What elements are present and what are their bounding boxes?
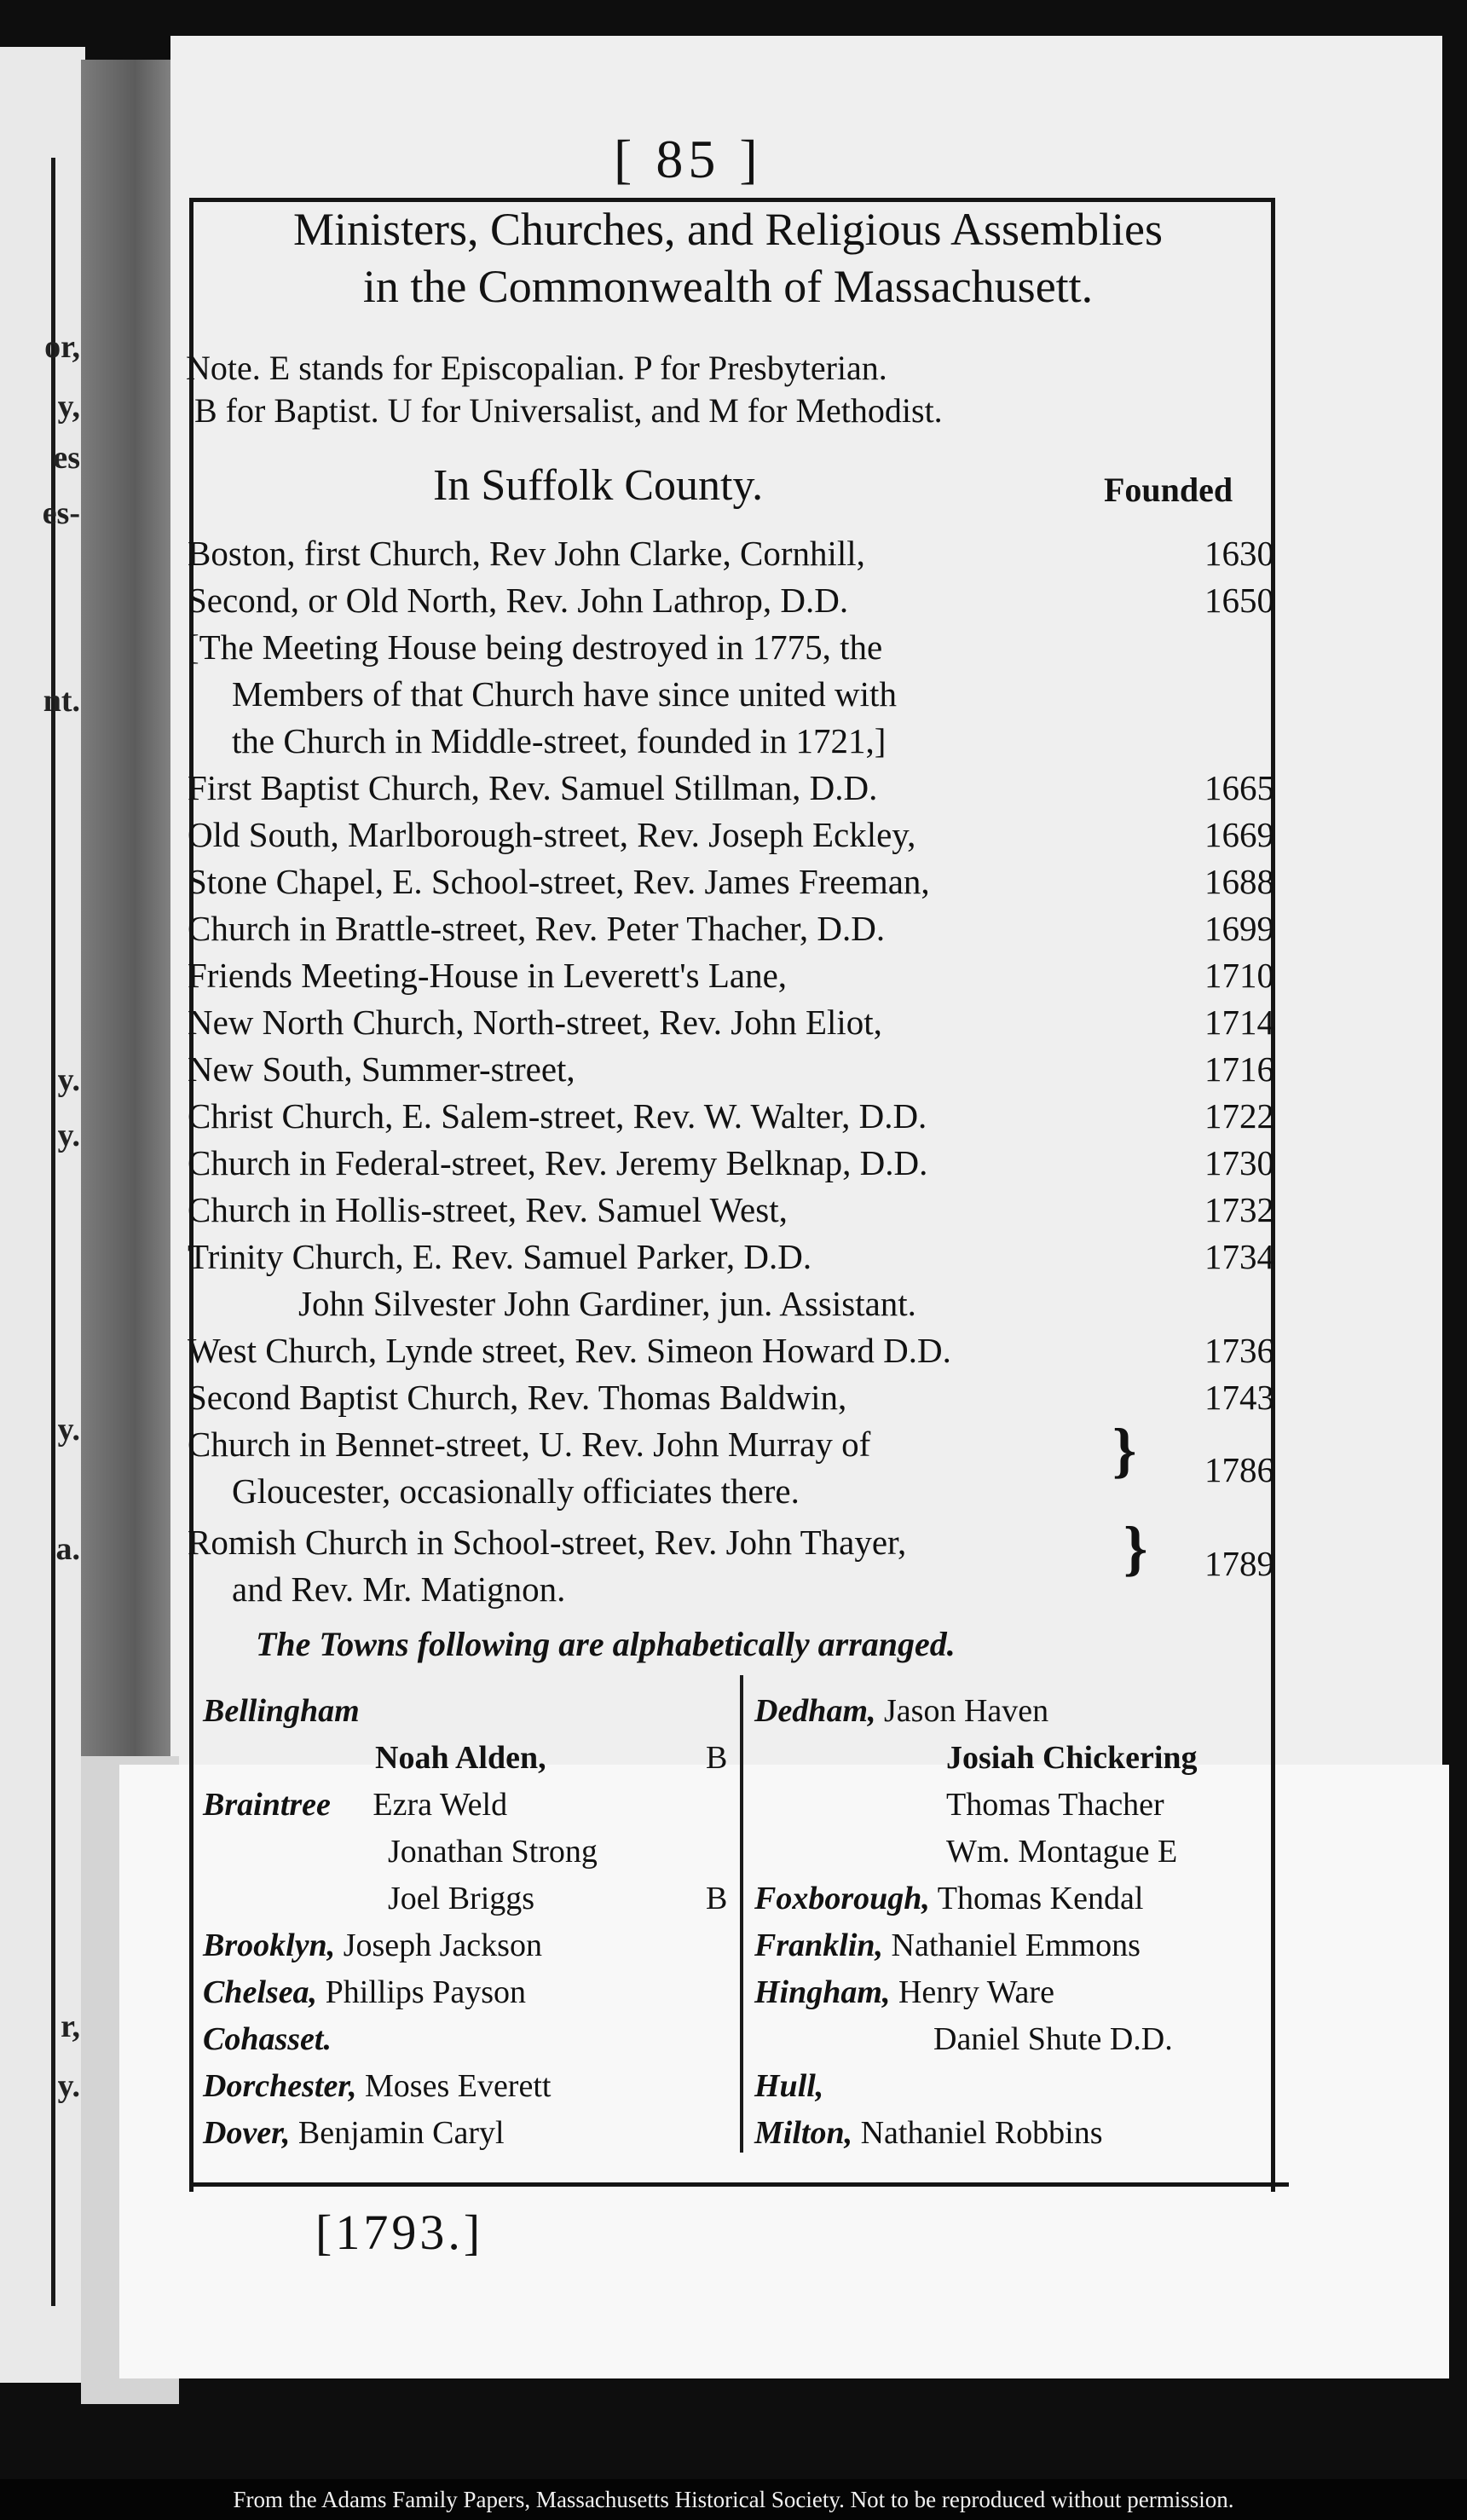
town-entry [933,2020,1173,2058]
founded-year: 1710 [1204,956,1274,995]
church-text: Friends Meeting-House in Leverett's Lane, [188,956,788,995]
town-entry [388,1880,534,1917]
church-text: [The Meeting House being destroyed in 1775, the [188,627,883,667]
facing-page-fragment: y. [57,2068,80,2104]
church-entry [188,1002,1274,1049]
minister-name: Jason Haven [884,1693,1049,1729]
page-number: [ 85 ] [614,129,763,189]
church-text: Trinity Church, E. Rev. Samuel Parker, D.D. [188,1237,812,1276]
minister-name: Wm. Montague E [946,1834,1178,1870]
church-note [188,673,1274,721]
facing-page-fragment: r, [61,2008,80,2044]
church-note [188,720,1274,768]
church-text: Church in Brattle-street, Rev. Peter Thacher, D.D. [188,909,886,948]
town-name: Dover, [203,2115,291,2151]
church-entry [188,1544,1274,1616]
church-note [188,627,1274,674]
page-subtitle: in the Commonwealth of Massachusett. [362,261,1094,312]
towns-heading: The Towns following are alphabetically arranged. [256,1625,956,1663]
copyright-caption: From the Adams Family Papers, Massachusetts Historical Society. Not to be reproduced without permission. [0,2479,1467,2520]
founded-year: 1688 [1204,862,1274,901]
minister-name: Joseph Jackson [343,1928,542,1963]
church-text: Church in Hollis-street, Rev. Samuel West, [188,1190,788,1229]
town-entry [946,1833,1177,1870]
town-entry [754,1880,1143,1917]
facing-page-fragment: y. [57,1118,80,1153]
facing-page-fragment: or, [44,329,80,365]
minister-name: Noah Alden, [375,1740,546,1776]
church-entry [188,861,1274,909]
founded-year: 1734 [1204,1237,1274,1276]
town-entry [203,1974,526,2011]
minister-name: Phillips Payson [325,1974,527,2010]
church-entry [188,1450,1274,1518]
facing-page-fragment: es- [42,495,80,531]
founded-year: 1722 [1204,1096,1274,1136]
facing-page-fragment: a. [55,1531,80,1567]
church-text: Old South, Marlborough-street, Rev. Joseph Eckley, [188,815,916,854]
minister-name: Ezra Weld [373,1787,508,1823]
founded-column-header: Founded [1104,471,1233,509]
founded-year: 1699 [1204,909,1274,948]
town-entry [375,1739,546,1777]
abbreviation-note: Note. E stands for Episcopalian. P for Presbyterian. [186,349,887,387]
town-name: Milton, [754,2115,853,2151]
church-text: First Baptist Church, Rev. Samuel Stillman, D.D. [188,768,878,807]
church-text: New North Church, North-street, Rev. John Eliot, [188,1003,882,1042]
town-entry [203,1927,542,1964]
town-entry [203,1786,507,1824]
church-entry [188,1095,1274,1143]
minister-name: Joel Briggs [388,1881,535,1916]
town-entry [203,1692,360,1730]
town-entry [203,2067,551,2105]
church-entry [188,1424,1227,1471]
church-entry [188,1377,1274,1425]
church-text: Second Baptist Church, Rev. Thomas Baldwin, [188,1378,847,1417]
church-entry [188,1330,1274,1378]
minister-name: Josiah Chickering [946,1740,1198,1776]
founded-year: 1669 [1204,815,1274,854]
church-text: Christ Church, E. Salem-street, Rev. W. Walter, D.D. [188,1096,927,1136]
founded-year: 1789 [1204,1544,1274,1583]
church-text: Romish Church in School-street, Rev. John Thayer, [188,1523,907,1562]
church-entry [188,1049,1274,1096]
facing-page-fragment: nt. [43,683,80,719]
minister-name: Nathaniel Robbins [860,2115,1103,2151]
founded-year: 1786 [1204,1450,1274,1489]
column-divider [740,1675,743,2153]
church-entry [188,533,1274,581]
page-title: Ministers, Churches, and Religious Assemblies [293,204,1163,255]
minister-name: Benjamin Caryl [297,2115,505,2151]
church-entry [188,1522,1227,1569]
founded-year: 1665 [1204,768,1274,807]
founded-year: 1730 [1204,1143,1274,1182]
curly-brace: } [1123,1514,1148,1582]
town-entry [946,1786,1164,1824]
church-text: Boston, first Church, Rev John Clarke, Cornhill, [188,534,865,573]
church-text: John Silvester John Gardiner, jun. Assistant. [298,1284,916,1323]
church-entry [188,814,1274,862]
founded-year: 1630 [1204,534,1274,573]
founded-year: 1736 [1204,1331,1274,1370]
town-name: Cohasset. [203,2021,332,2057]
column-mark: B [706,1881,728,1916]
town-entry [754,2114,1103,2152]
town-entry [203,2114,505,2152]
curly-brace: } [1112,1416,1137,1484]
church-entry [188,580,1274,627]
minister-name: Thomas Kendal [937,1881,1144,1916]
town-entry [203,2020,332,2058]
church-entry [188,1142,1274,1190]
church-text: New South, Summer-street, [188,1049,575,1089]
church-text: Stone Chapel, E. School-street, Rev. James Freeman, [188,862,930,901]
town-name: Bellingham [203,1693,360,1729]
founded-year: 1743 [1204,1378,1274,1417]
county-heading: In Suffolk County. [433,461,764,510]
town-entry [946,1739,1198,1777]
church-note [188,1283,1274,1331]
facing-page-fragment: es [53,440,80,476]
church-text: Church in Federal-street, Rev. Jeremy Belknap, D.D. [188,1143,928,1182]
facing-page-fragment: y, [57,389,80,425]
abbreviation-note-cont: B for Baptist. U for Universalist, and M for Methodist. [194,391,943,430]
facing-page-fragment: y. [57,1062,80,1098]
town-name: Foxborough, [754,1881,930,1916]
town-name: Hull, [754,2068,824,2104]
town-name: Hingham, [754,1974,891,2010]
minister-name: Daniel Shute D.D. [933,2021,1173,2057]
town-entry [754,1927,1141,1964]
founded-year: 1650 [1204,581,1274,620]
founded-year: 1732 [1204,1190,1274,1229]
town-entry [754,1692,1048,1730]
church-text: Second, or Old North, Rev. John Lathrop, D.D. [188,581,849,620]
almanac-year: [1793.] [315,2205,484,2260]
facing-page-edge [0,47,85,2383]
church-entry [188,908,1274,956]
town-name: Dorchester, [203,2068,357,2104]
town-name: Brooklyn, [203,1928,336,1963]
minister-name: Jonathan Strong [388,1834,598,1870]
church-text: and Rev. Mr. Matignon. [232,1569,566,1609]
town-name: Dedham, [754,1693,876,1729]
church-text: Church in Bennet-street, U. Rev. John Murray of [188,1425,871,1464]
church-text: Gloucester, occasionally officiates there. [232,1471,800,1511]
minister-name: Moses Everett [365,2068,552,2104]
facing-page-rule [51,158,55,2306]
town-name: Chelsea, [203,1974,318,2010]
founded-year: 1714 [1204,1003,1274,1042]
church-entry [188,1189,1274,1237]
town-entry [754,1974,1054,2011]
content-border-bottom [189,2182,1289,2187]
church-entry [188,955,1274,1003]
church-text: West Church, Lynde street, Rev. Simeon Howard D.D. [188,1331,951,1370]
facing-page-fragment: y. [57,1412,80,1448]
minister-name: Henry Ware [898,1974,1054,2010]
minister-name: Nathaniel Emmons [891,1928,1141,1963]
founded-year: 1716 [1204,1049,1274,1089]
church-text: Members of that Church have since united with [232,674,897,714]
column-mark: B [706,1740,728,1776]
town-name: Braintree [203,1787,331,1823]
town-entry [388,1833,598,1870]
church-text: the Church in Middle-street, founded in 1721,] [232,721,887,760]
church-entry [188,767,1274,815]
town-name: Franklin, [754,1928,884,1963]
town-entry [754,2067,823,2105]
church-entry [188,1236,1274,1284]
minister-name: Thomas Thacher [946,1787,1164,1823]
